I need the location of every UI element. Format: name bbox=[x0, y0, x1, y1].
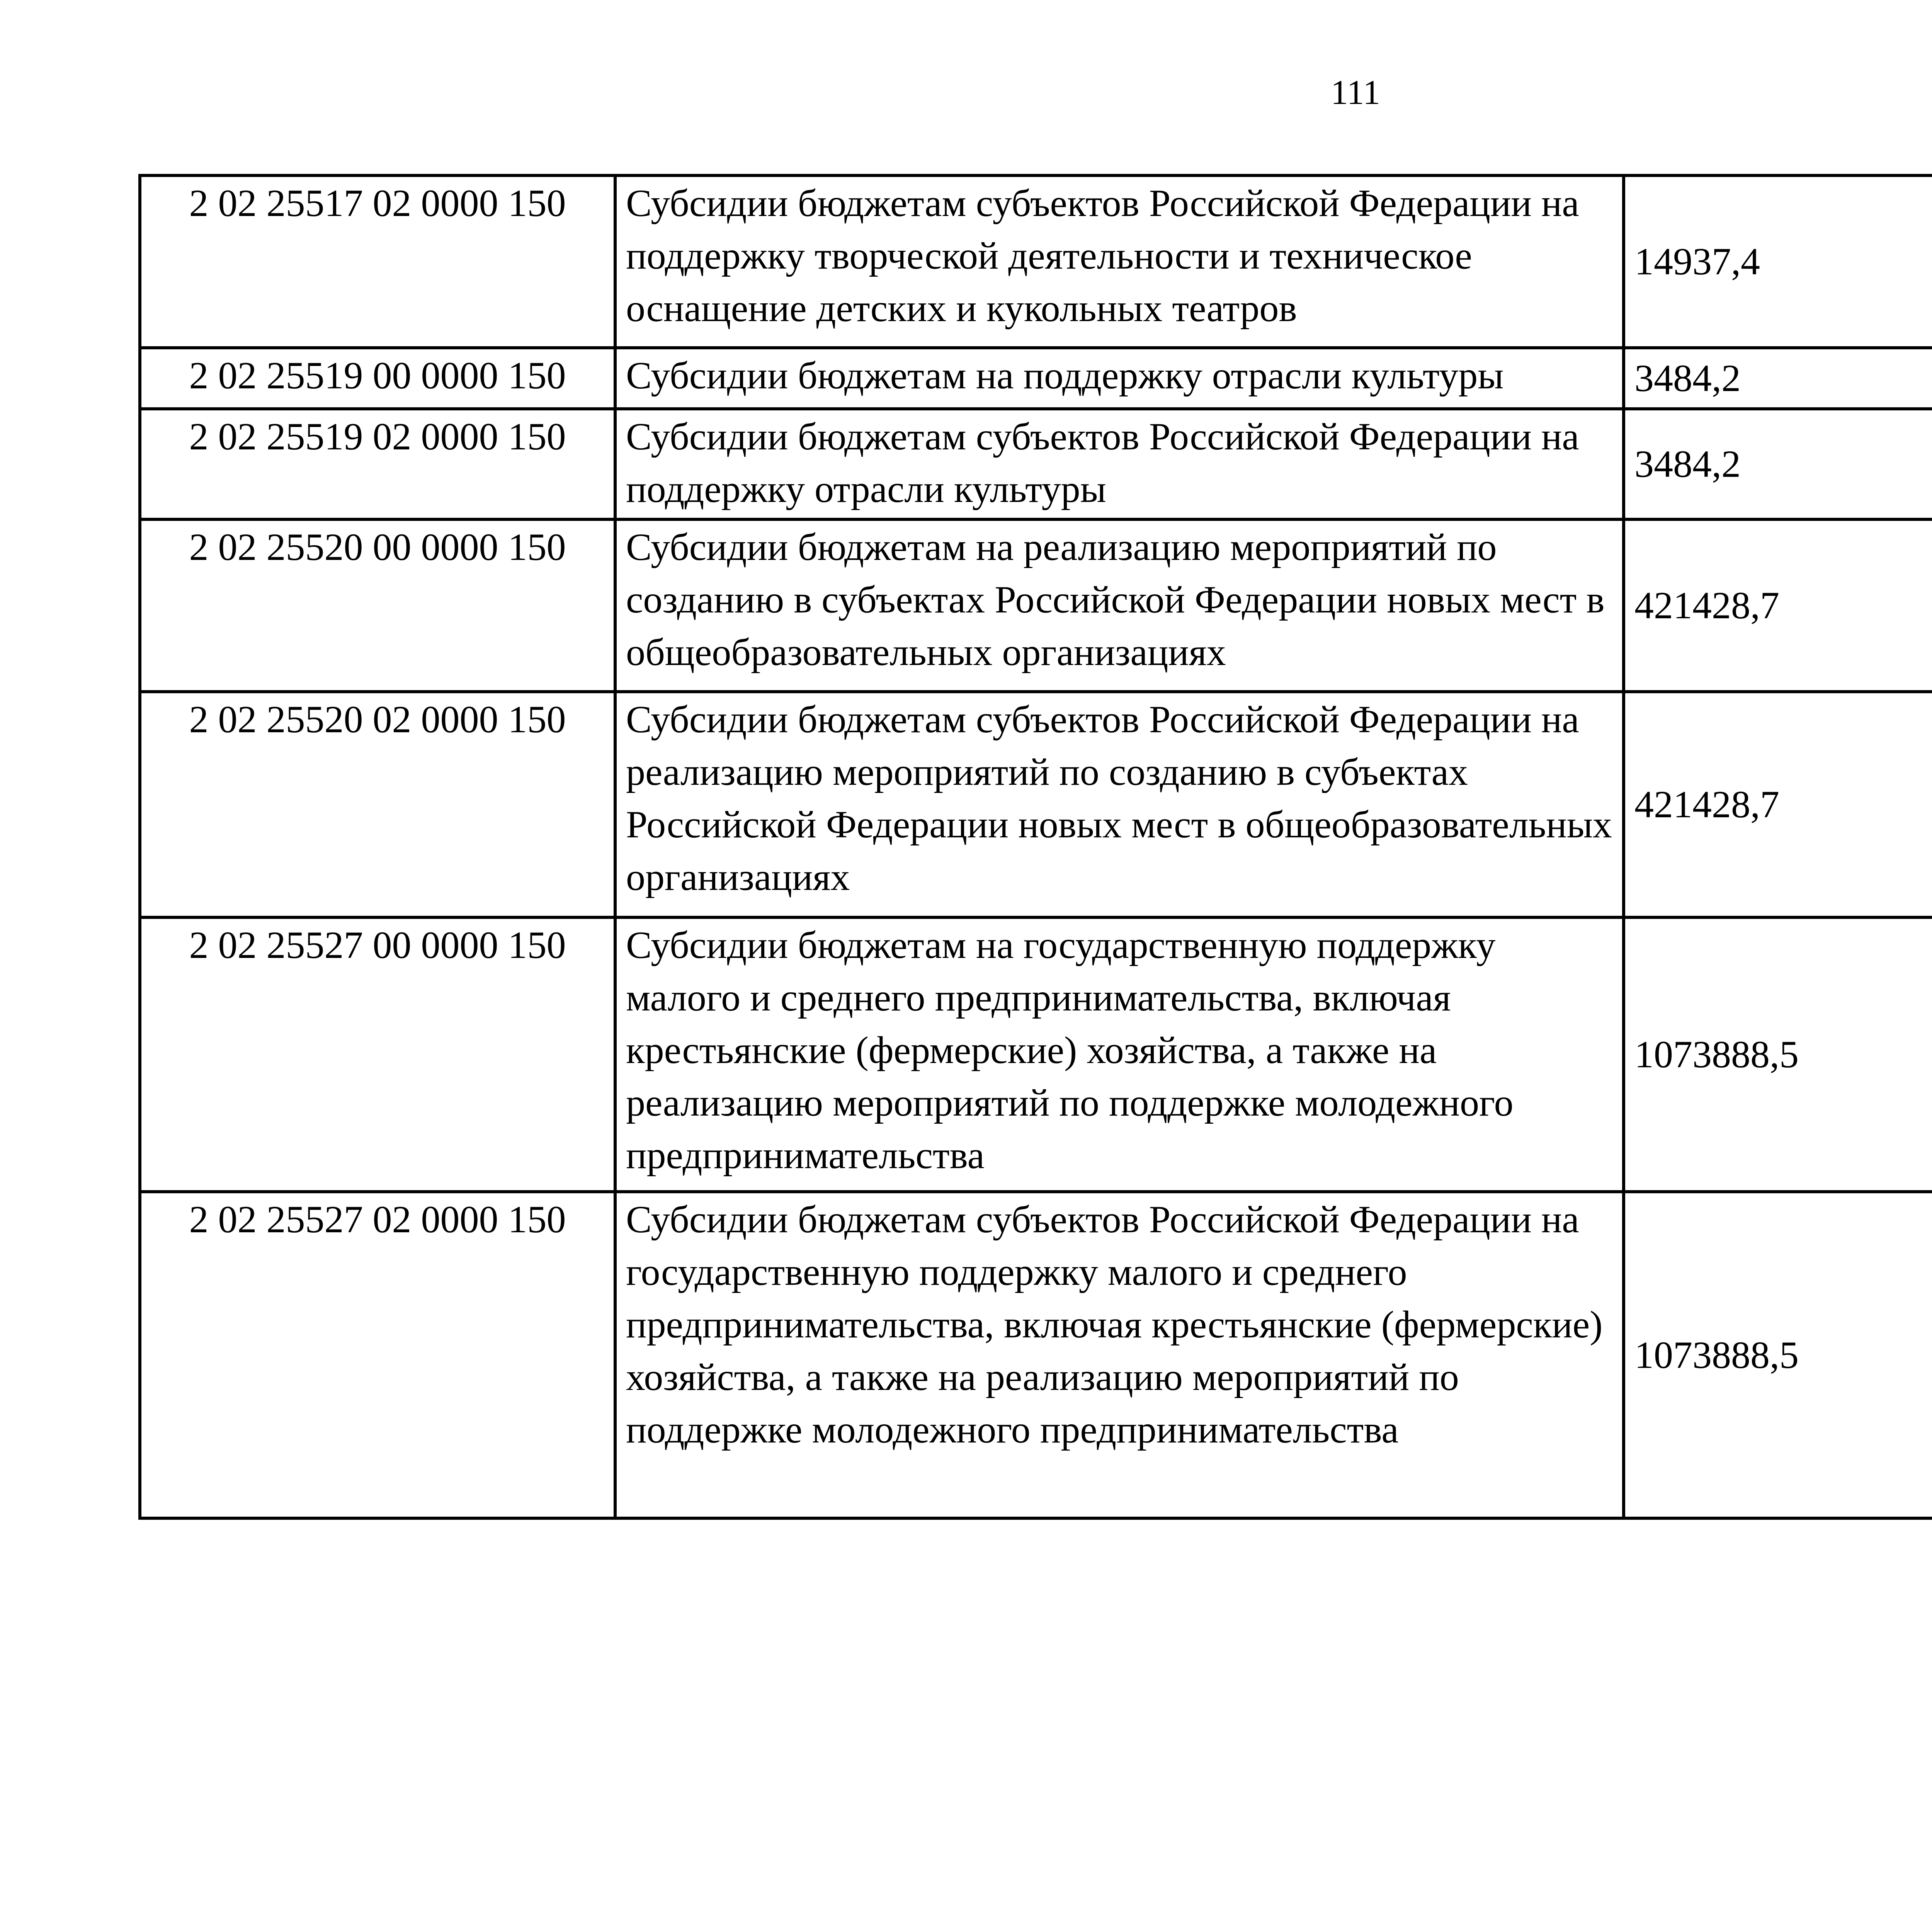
budget-code: 2 02 25519 02 0000 150 bbox=[140, 409, 615, 519]
table-row bbox=[140, 409, 1932, 519]
row-description: Субсидии бюджетам субъектов Российской Федерации на реализацию мероприятий по созданию в субъектах Российской Федерации новых мест в общеобразовательных организациях bbox=[615, 692, 1624, 917]
amount-col-1: 1073888,5 bbox=[1624, 917, 1932, 1192]
table-row bbox=[140, 519, 1932, 692]
table-row bbox=[140, 348, 1932, 409]
page-number: 111 bbox=[1330, 73, 1381, 112]
amount-col-1: 3484,2 bbox=[1624, 409, 1932, 519]
row-description: Субсидии бюджетам на поддержку отрасли культуры bbox=[615, 348, 1624, 409]
row-description: Субсидии бюджетам на государственную поддержку малого и среднего предпринимательства, включая крестьянские (фермерские) хозяйства, а также на реализацию мероприятий по поддержке молодежного предпринимательства bbox=[615, 917, 1624, 1192]
budget-code: 2 02 25519 00 0000 150 bbox=[140, 348, 615, 409]
budget-code: 2 02 25520 00 0000 150 bbox=[140, 519, 615, 692]
amount-col-1: 1073888,5 bbox=[1624, 1192, 1932, 1518]
table-row bbox=[140, 692, 1932, 917]
budget-code: 2 02 25527 02 0000 150 bbox=[140, 1192, 615, 1518]
amount-col-1: 3484,2 bbox=[1624, 348, 1932, 409]
row-description: Субсидии бюджетам субъектов Российской Федерации на поддержку творческой деятельности и техническое оснащение детских и кукольных театров bbox=[615, 175, 1624, 348]
table-row bbox=[140, 175, 1932, 348]
budget-table bbox=[138, 174, 1932, 1520]
row-description: Субсидии бюджетам субъектов Российской Федерации на поддержку отрасли культуры bbox=[615, 409, 1624, 519]
table-row bbox=[140, 1192, 1932, 1518]
row-description: Субсидии бюджетам субъектов Российской Федерации на государственную поддержку малого и среднего предпринимательства, включая крестьянские (фермерские) хозяйства, а также на реализацию мероприятий по поддержке молодежного предпринимательства bbox=[615, 1192, 1624, 1518]
row-description: Субсидии бюджетам на реализацию мероприятий по созданию в субъектах Российской Федерации новых мест в общеобразовательных организациях bbox=[615, 519, 1624, 692]
budget-code: 2 02 25517 02 0000 150 bbox=[140, 175, 615, 348]
amount-col-1: 14937,4 bbox=[1624, 175, 1932, 348]
budget-code: 2 02 25527 00 0000 150 bbox=[140, 917, 615, 1192]
amount-col-1: 421428,7 bbox=[1624, 692, 1932, 917]
budget-code: 2 02 25520 02 0000 150 bbox=[140, 692, 615, 917]
table-row bbox=[140, 917, 1932, 1192]
amount-col-1: 421428,7 bbox=[1624, 519, 1932, 692]
